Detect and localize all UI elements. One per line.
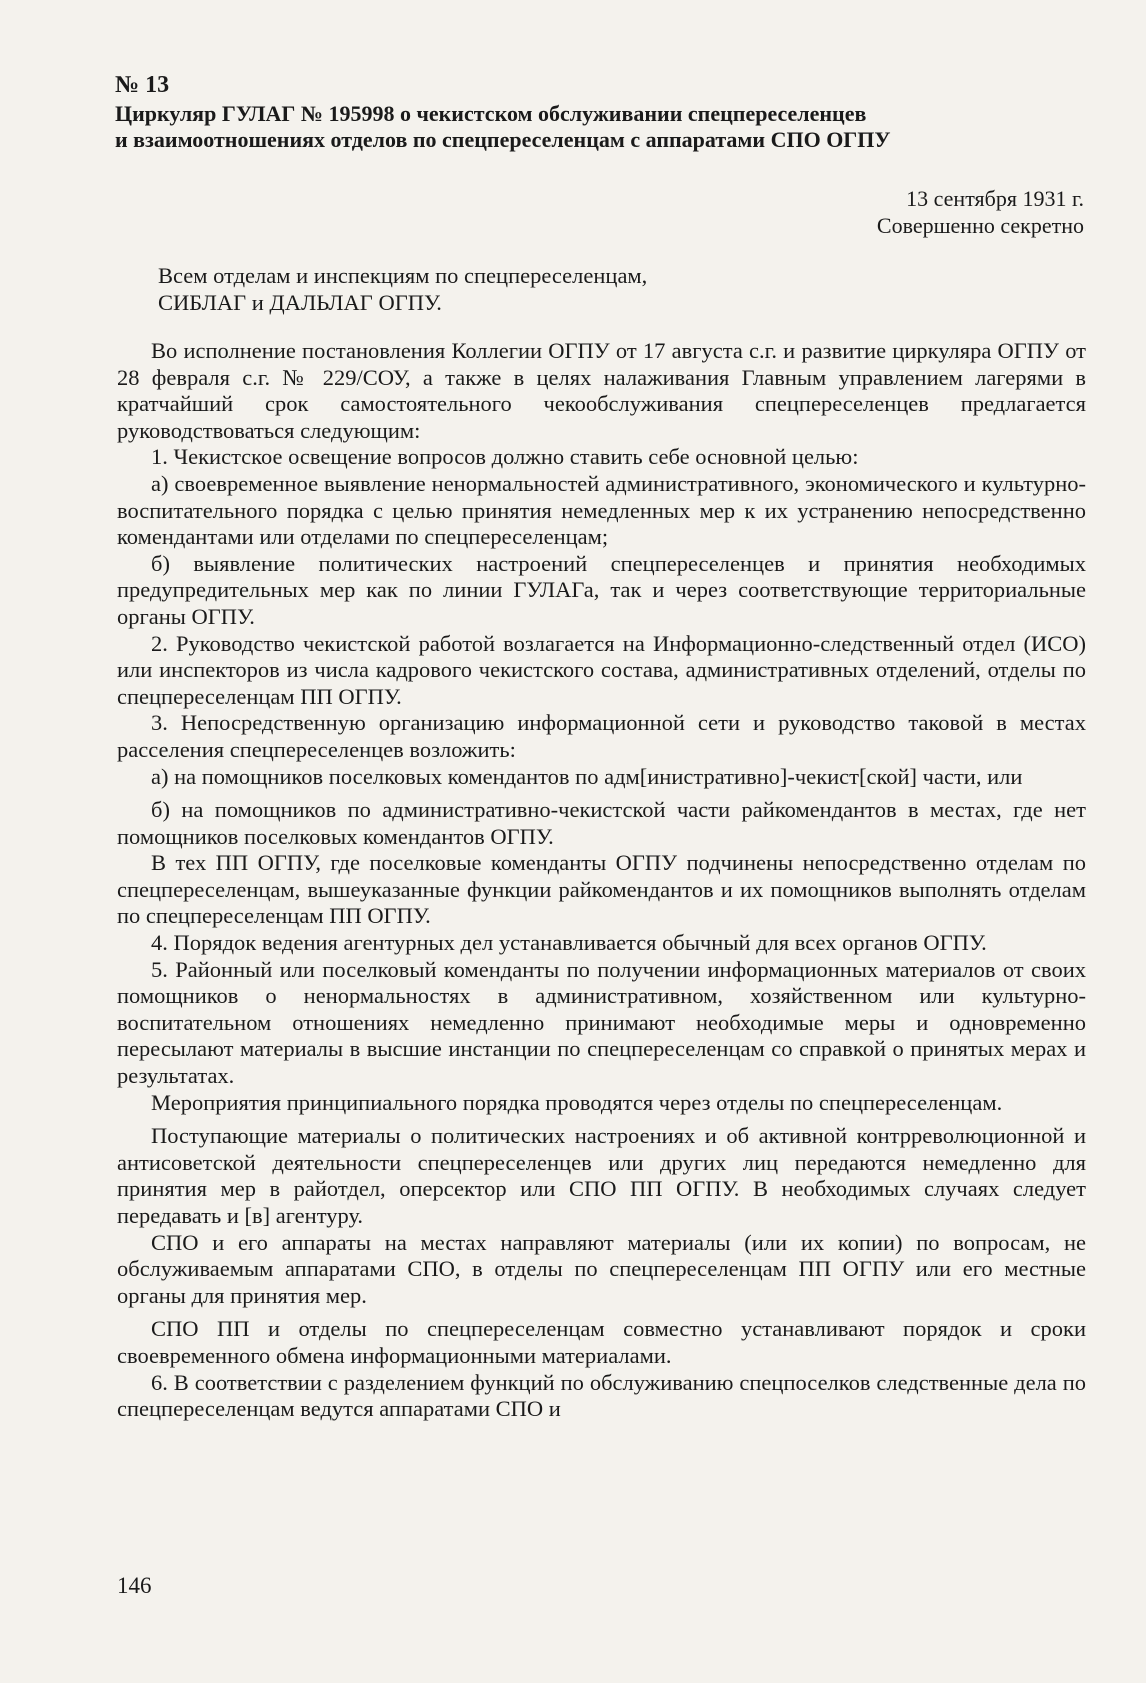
paragraph-4: 4. Порядок ведения агентурных дел устанавливается обычный для всех органов ОГПУ. <box>151 930 987 956</box>
paragraph-3a: а) на помощников поселковых комендантов по адм[инистративно]-чекист[ской] части, или <box>151 763 1023 789</box>
paragraph-5-exchange: СПО ПП и отделы по спецпереселенцам совместно устанавливают порядок и сроки своевременного обмена информационными материалами. <box>117 1316 1086 1368</box>
paragraph-1a: а) своевременное выявление ненормальностей административного, экономического и культурно-воспитательного порядка с целью принятия немедленных мер к их устранению непосредственно комендантами или отделами по спецпереселенцам; <box>117 470 1086 550</box>
paragraph-1b: б) выявление политических настроений спецпереселенцев и принятия необходимых предупредительных мер как по линии ГУЛАГа, так и через соответствующие территориальные органы ОГПУ. <box>117 550 1086 629</box>
paragraph-2: 2. Руководство чекистской работой возлагается на Информационно-следственный отдел (ИСО) или инспекторов из числа кадрового чекистского состава, административных отделений, отделы по спецпереселенцам ПП ОГПУ. <box>117 630 1086 709</box>
paragraph-3-note: В тех ПП ОГПУ, где поселковые коменданты ОГПУ подчинены непосредственно отделам по спецпереселенцам, вышеуказанные функции райкомендантов и их помощников выполнять отделам по спецпереселенцам ПП ОГПУ. <box>117 850 1086 929</box>
page-number: 146 <box>117 1573 152 1598</box>
paragraph-6: 6. В соответствии с разделением функций по обслуживанию спецпоселков следственные дела по спецпереселенцам ведутся аппаратами СПО и <box>117 1369 1086 1422</box>
classification-stamp: Совершенно секретно <box>876 213 1084 238</box>
document-meta <box>877 185 1084 239</box>
addressee-line-2: СИБЛАГ и ДАЛЬЛАГ ОГПУ. <box>158 290 442 315</box>
addressee-line-1: Всем отделам и инспекциям по спецпереселенцам, <box>158 263 648 288</box>
document-title-line-1: Циркуляр ГУЛАГ № 195998 о чекистском обслуживании спецпереселенцев <box>115 101 867 126</box>
paragraph-preamble: Во исполнение постановления Коллегии ОГПУ от 17 августа с.г. и развитие циркуляра ОГПУ от 28 февраля с.г. № 229/СОУ, а также в целях налаживания Главным управлением лагерями в кратчайший срок самостоятельного чекообслуживания спецпереселенцев предлагается руководствоваться следующим: <box>117 338 1086 443</box>
document-body <box>117 338 1086 1423</box>
paragraph-5-measures: Мероприятия принципиального порядка проводятся через отделы по спецпереселенцам. <box>151 1089 1003 1115</box>
addressee-block <box>158 262 647 316</box>
document-date: 13 сентября 1931 г. <box>906 186 1084 211</box>
paragraph-5: 5. Районный или поселковый коменданты по получении информационных материалов от своих помощников о ненормальностях в административном, хозяйственном или культурно-воспитательном отношениях немедленно принимают необходимые меры и одновременно пересылают материалы в высшие инстанции по спецпереселенцам со справкой о принятых мерах и результатах. <box>117 956 1086 1089</box>
paragraph-5-spo: СПО и его аппараты на местах направляют материалы (или их копии) по вопросам, не обслуживаемым аппаратами СПО, в отделы по спецпереселенцам ПП ОГПУ или его местные органы для принятия мер. <box>117 1229 1086 1308</box>
document-title-line-2: и взаимоотношениях отделов по спецпереселенцам с аппаратами СПО ОГПУ <box>115 127 891 152</box>
document-number: № 13 <box>115 72 170 98</box>
paragraph-1: 1. Чекистское освещение вопросов должно ставить себе основной целью: <box>151 444 859 470</box>
paragraph-3: 3. Непосредственную организацию информационной сети и руководство таковой в местах расселения спецпереселенцев возложить: <box>117 710 1086 762</box>
paragraph-5-materials: Поступающие материалы о политических настроениях и об активной контрреволюционной и антисоветской деятельности спецпереселенцев или других лиц передаются немедленно для принятия мер в райотдел, оперсектор или СПО ПП ОГПУ. В необходимых случаях следует передавать и [в] агентуру. <box>117 1123 1086 1228</box>
paragraph-3b: б) на помощников по административно-чекистской части райкомендантов в местах, где нет помощников поселковых комендантов ОГПУ. <box>117 797 1086 849</box>
document-header <box>115 72 1035 153</box>
